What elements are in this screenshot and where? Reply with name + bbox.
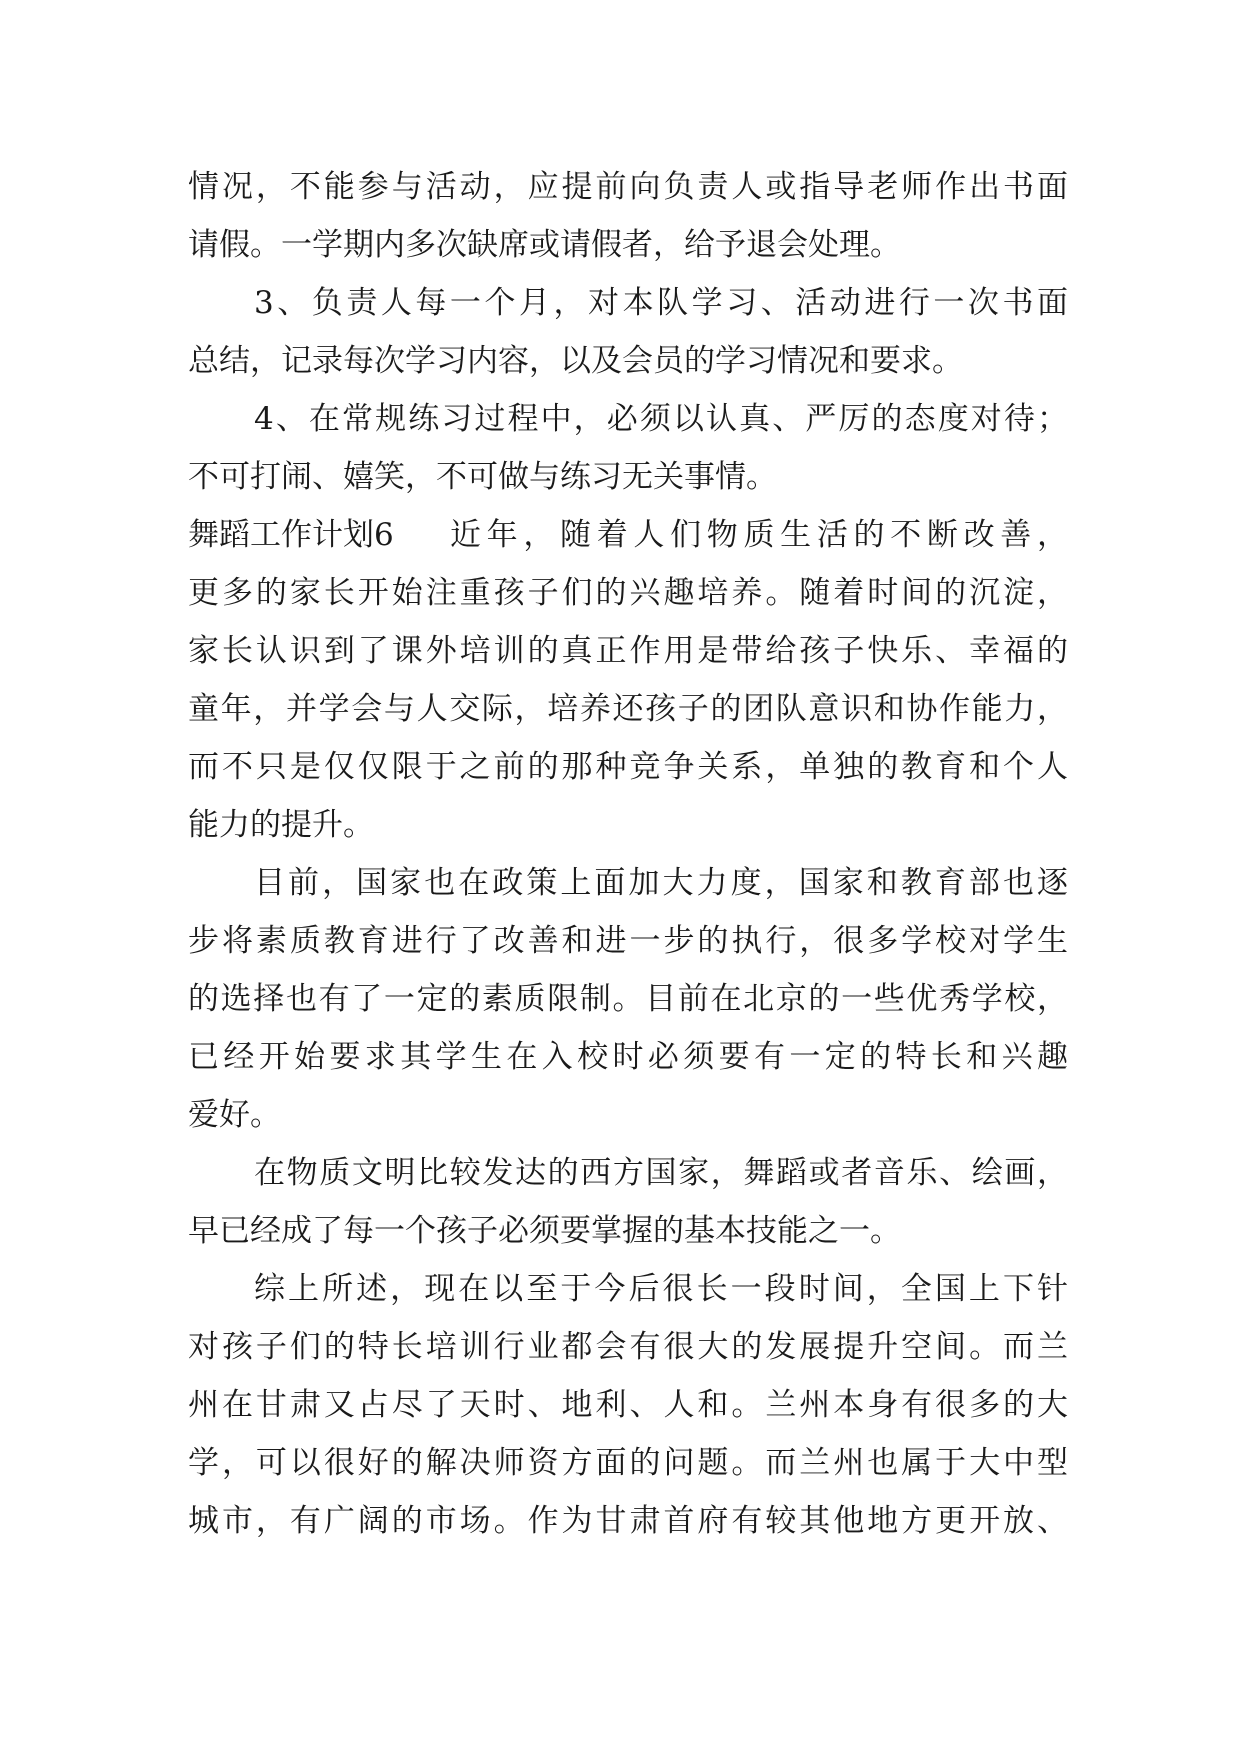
text-line: 目前，国家也在政策上面加大力度，国家和教育部也逐 (254, 865, 1068, 901)
text-line: 的选择也有了一定的素质限制。目前在北京的一些优秀学校， (188, 981, 1068, 1017)
text-line: 4、在常规练习过程中，必须以认真、严厉的态度对待； (254, 401, 1068, 437)
text-line: 情况，不能参与活动，应提前向负责人或指导老师作出书面 (188, 169, 1068, 205)
text-line: 童年，并学会与人交际，培养还孩子的团队意识和协作能力， (188, 691, 1068, 727)
text-line: 更多的家长开始注重孩子们的兴趣培养。随着时间的沉淀， (188, 575, 1068, 611)
text-line: 家长认识到了课外培训的真正作用是带给孩子快乐、幸福的 (188, 633, 1068, 669)
text-line: 对孩子们的特长培训行业都会有很大的发展提升空间。而兰 (188, 1329, 1068, 1365)
section-heading-line (188, 506, 1068, 564)
text-line: 城市，有广阔的市场。作为甘肃首府有较其他地方更开放、 (188, 1503, 1068, 1539)
text-line: 在物质文明比较发达的西方国家，舞蹈或者音乐、绘画， (254, 1155, 1068, 1191)
text-line: 早已经成了每一个孩子必须要掌握的基本技能之一。 (188, 1213, 901, 1249)
text-line: 而不只是仅仅限于之前的那种竞争关系，单独的教育和个人 (188, 749, 1068, 785)
text-line: 请假。一学期内多次缺席或请假者，给予退会处理。 (188, 227, 901, 263)
document-body (188, 158, 1068, 1550)
text-line: 能力的提升。 (188, 807, 374, 843)
text-line: 不可打闹、嬉笑，不可做与练习无关事情。 (188, 459, 777, 495)
text-line: 步将素质教育进行了改善和进一步的执行，很多学校对学生 (188, 923, 1068, 959)
text-line: 州在甘肃又占尽了天时、地利、人和。兰州本身有很多的大 (188, 1387, 1068, 1423)
text-line: 爱好。 (188, 1097, 281, 1133)
text-line: 学，可以很好的解决师资方面的问题。而兰州也属于大中型 (188, 1445, 1068, 1481)
text-line: 已经开始要求其学生在入校时必须要有一定的特长和兴趣 (188, 1039, 1068, 1075)
text-line: 总结，记录每次学习内容，以及会员的学习情况和要求。 (188, 343, 963, 379)
section-title: 舞蹈工作计划6 (188, 517, 394, 553)
text-line: 综上所述，现在以至于今后很长一段时间，全国上下针 (254, 1271, 1068, 1307)
text-line: 3、负责人每一个月，对本队学习、活动进行一次书面 (254, 285, 1068, 321)
text-line: 近年，随着人们物质生活的不断改善， (450, 517, 1068, 553)
